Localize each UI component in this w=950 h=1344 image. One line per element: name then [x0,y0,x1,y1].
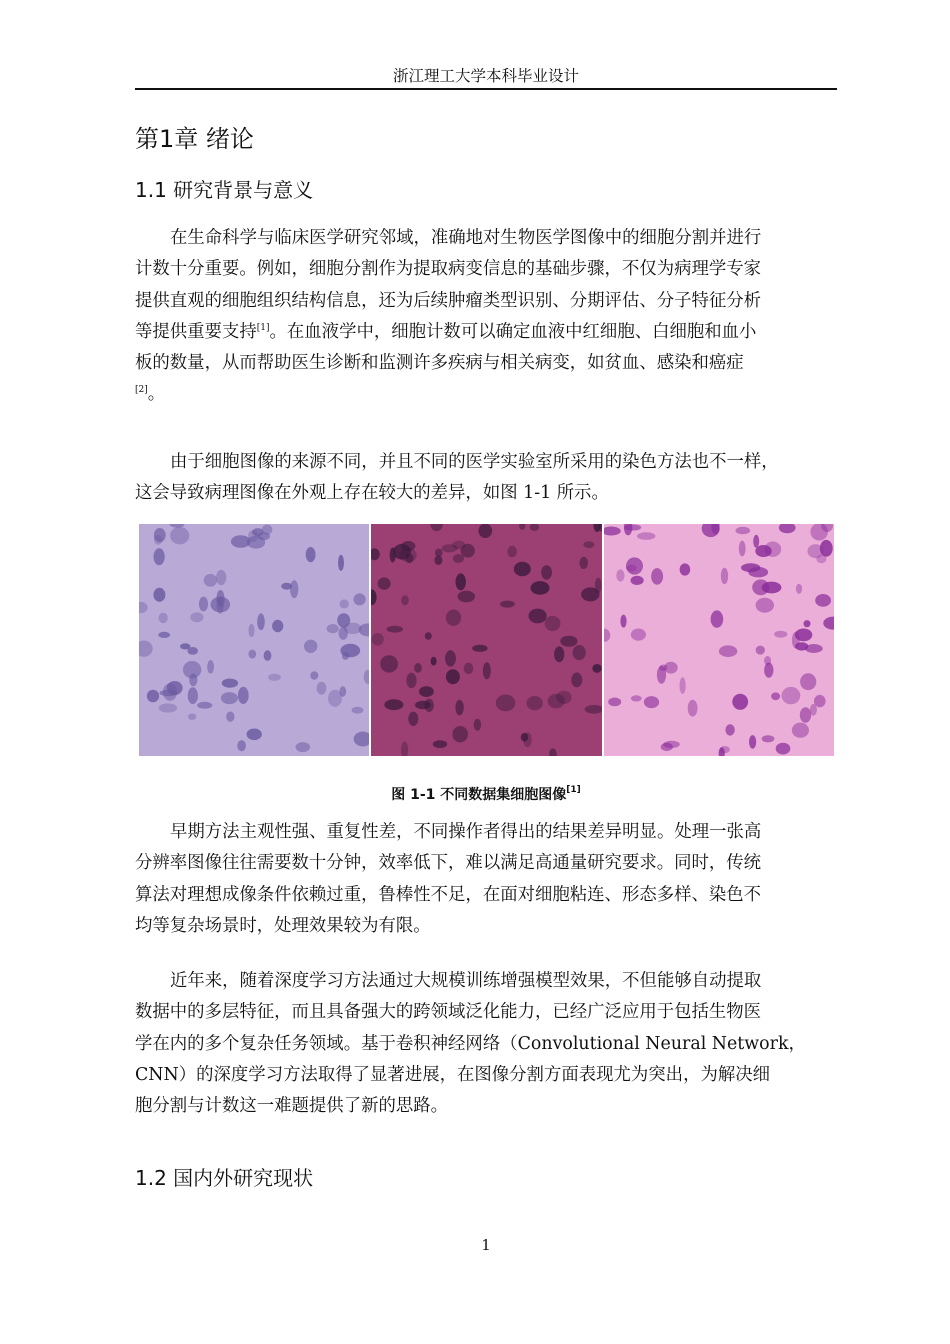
cell-nucleus [464,663,474,674]
cell-nucleus [159,703,178,712]
cell-nucleus [473,645,488,652]
cell-nucleus [456,573,466,590]
page-number: 1 [481,1236,491,1254]
cell-nucleus [154,535,163,545]
paragraph-line [135,379,837,410]
cell-nucleus [774,631,787,638]
cell-nucleus [771,692,780,700]
cell-nucleus [154,548,165,565]
citation-2: [2] [135,385,148,396]
cell-nucleus [720,568,727,584]
cell-nucleus [474,719,481,731]
cell-nucleus [572,673,583,688]
cell-nucleus [183,661,201,678]
cell-nucleus [748,567,768,577]
cell-nucleus [446,669,460,684]
cell-nucleus [483,662,491,679]
cell-image-pink [604,524,834,756]
cell-nucleus [800,673,816,690]
cell-nucleus [419,686,434,697]
cell-nucleus [400,548,417,562]
cell-nucleus [163,683,177,701]
cell-nucleus [796,584,802,594]
cell-nucleus [221,692,238,704]
cell-nucleus [735,527,750,535]
cell-nucleus [755,598,773,613]
cell-nucleus [338,555,344,571]
cell-nucleus [710,610,723,627]
cell-nucleus [296,742,311,752]
cell-nucleus [197,702,212,709]
cell-nucleus [310,671,318,680]
cell-nucleus [446,610,461,626]
cell-nucleus [479,524,493,538]
paragraph-3 [135,817,837,942]
cell-nucleus [226,712,234,722]
paragraph-line: 板的数量，从而帮助医生诊断和监测许多疾病与相关病变，如贫血、感染和癌症 [135,353,744,374]
cell-nucleus [651,568,663,585]
cell-nucleus [461,544,475,558]
cell-nucleus [764,656,771,665]
cell-image-purple-graphic [139,524,369,756]
cell-nucleus [631,695,642,701]
cell-nucleus [372,633,384,646]
cell-nucleus [340,599,349,608]
cell-nucleus [791,723,808,738]
cell-nucleus [378,577,391,589]
paragraph-line: CNN）的深度学习方法取得了显著进展，在图像分割方面表现尤为突出，为解决细 [135,1064,771,1085]
cell-nucleus [381,655,399,672]
cell-nucleus [749,735,756,749]
paragraph-line: 胞分割与计数这一难题提供了新的思路。 [135,1096,449,1117]
cell-nucleus [644,696,659,708]
cell-nucleus [247,729,262,741]
text-run: 。 [147,384,166,405]
cell-nucleus [268,674,281,681]
cell-nucleus [755,646,764,655]
cell-nucleus [719,645,737,657]
cell-nucleus [542,565,553,579]
cell-nucleus [204,574,217,587]
paragraph-line [135,317,837,348]
cell-nucleus [753,535,759,548]
cell-nucleus [317,682,327,695]
paragraph-2 [135,447,837,510]
cell-nucleus [435,555,443,565]
section-heading-1-1: 1.1 研究背景与意义 [135,178,314,202]
cell-nucleus [458,591,475,603]
paragraph-line: 数据中的多层特征，而且具备强大的跨领域泛化能力，已经广泛应用于包括生物医 [135,1002,762,1023]
cell-nucleus [170,527,189,545]
cell-nucleus [327,624,339,633]
cell-nucleus [593,664,602,673]
chapter-title: 第1章 绪论 [135,125,254,153]
cell-nucleus [554,646,564,662]
section-heading-1-2: 1.2 国内外研究现状 [135,1166,314,1190]
cell-nucleus [222,679,238,688]
cell-nucleus [545,616,561,631]
cell-nucleus [523,732,532,747]
cell-nucleus [328,690,342,707]
cell-nucleus [561,636,578,647]
cell-nucleus [810,704,817,716]
cell-nucleus [249,624,255,637]
paragraph-4 [135,966,837,1122]
cell-nucleus [814,695,826,707]
cell-nucleus [453,554,464,563]
cell-nucleus [153,588,165,602]
cell-image-magenta-graphic [371,524,601,756]
cell-nucleus [803,620,810,627]
cell-nucleus [630,576,643,585]
cell-nucleus [272,620,283,632]
paragraph-1 [135,223,837,411]
header-rule [135,88,837,90]
paragraph-line: 由于细胞图像的来源不同，并且不同的医学实验室所采用的染色方法也不一样， [170,452,779,472]
cell-nucleus [352,707,364,714]
cell-nucleus [679,677,685,694]
cell-nucleus [290,580,298,598]
cell-nucleus [725,724,734,735]
caption-citation: [1] [566,785,581,795]
citation-1: [1] [256,322,270,333]
cell-nucleus [442,544,458,552]
cell-nucleus [258,532,270,540]
cell-nucleus [158,632,170,638]
cell-nucleus [781,687,800,704]
cell-nucleus [657,666,666,684]
cell-nucleus [732,694,748,710]
cell-nucleus [531,581,550,595]
cell-nucleus [514,562,531,577]
cell-nucleus [608,698,621,707]
cell-nucleus [508,546,518,558]
cell-nucleus [719,746,729,753]
cell-nucleus [387,626,404,633]
cell-nucleus [738,541,745,557]
cell-nucleus [257,613,265,630]
cell-nucleus [820,540,833,557]
cell-nucleus [207,660,214,674]
cell-nucleus [342,652,349,660]
cell-nucleus [415,663,423,673]
cell-nucleus [188,714,196,720]
cell-image-pink-graphic [604,524,834,756]
cell-nucleus [431,657,437,666]
cell-nucleus [616,569,624,581]
figure-1-1 [139,524,834,756]
cell-nucleus [529,609,547,624]
cell-nucleus [595,578,602,593]
paragraph-line: 早期方法主观性强、重复性差，不同操作者得出的结果差异明显。处理一张高 [170,822,762,842]
cell-image-magenta [371,524,601,756]
cell-nucleus [237,740,246,751]
cell-nucleus [573,645,586,660]
cell-nucleus [548,694,565,708]
cell-nucleus [626,557,643,574]
cell-nucleus [211,597,231,613]
cell-nucleus [630,629,645,641]
cell-nucleus [445,650,456,666]
cell-nucleus [752,579,769,595]
cell-nucleus [764,542,781,557]
paragraph-line: 这会导致病理图像在外观上存在较大的差异，如图 1-1 所示。 [135,483,609,504]
cell-nucleus [409,712,419,726]
cell-nucleus [500,601,515,608]
caption-text: 图 1-1 不同数据集细胞图像 [391,787,567,803]
text-run: 等提供重要支持 [135,321,257,342]
cell-nucleus [402,595,410,605]
cell-nucleus [496,695,516,712]
cell-image-purple [139,524,369,756]
cell-nucleus [354,593,366,605]
cell-nucleus [620,615,626,628]
paragraph-line: 均等复杂场景时，处理效果较为有限。 [135,915,431,936]
cell-nucleus [453,726,469,742]
cell-nucleus [216,570,226,585]
cell-nucleus [407,673,417,689]
cell-nucleus [249,650,257,659]
cell-nucleus [415,701,431,709]
paragraph-line: 算法对理想成像条件依赖过重，鲁棒性不足，在面对细胞粘连、形态多样、染色不 [135,884,762,905]
cell-nucleus [190,612,203,622]
cell-nucleus [231,535,251,548]
cell-nucleus [385,699,404,710]
cell-nucleus [433,740,447,748]
cell-nucleus [199,597,208,612]
cell-nucleus [775,743,790,755]
cell-nucleus [799,707,810,722]
cell-nucleus [188,687,198,704]
paragraph-line: 计数十分重要。例如，细胞分割作为提取病变信息的基础步骤，不仅为病理学专家 [135,259,762,280]
paragraph-line: 近年来，随着深度学习方法通过大规模训练增强模型效果，不但能够自动提取 [170,971,762,991]
cell-nucleus [584,541,595,548]
cell-nucleus [660,743,672,751]
text-run: 。在血液学中，细胞计数可以确定血液中红细胞、白细胞和血小 [269,321,757,342]
paragraph-line: 学在内的多个复杂任务领域。基于卷积神经网络（Convolutional Neural Network， [135,1033,806,1054]
cell-nucleus [147,690,159,703]
tissue-background [139,524,369,756]
cell-nucleus [159,613,168,624]
cell-nucleus [180,643,190,649]
cell-nucleus [306,547,316,562]
cell-nucleus [679,563,690,575]
paragraph-line: 分辨率图像往往需要数十分钟，效率低下，难以满足高通量研究要求。同时，传统 [135,853,762,874]
cell-nucleus [687,700,697,717]
running-header: 浙江理工大学本科毕业设计 [392,67,579,85]
paragraph-line: 提供直观的细胞组织结构信息，还为后续肿瘤类型识别、分期评估、分子特征分析 [135,290,762,311]
cell-nucleus [795,642,808,650]
cell-nucleus [344,623,362,634]
cell-nucleus [527,696,543,710]
cell-nucleus [761,735,774,742]
cell-nucleus [580,557,589,569]
cell-nucleus [425,632,432,639]
paragraph-line: 在生命科学与临床医学研究邻域，准确地对生物医学图像中的细胞分割并进行 [170,228,762,248]
cell-nucleus [456,700,464,716]
cell-nucleus [304,640,317,653]
cell-nucleus [264,650,272,661]
cell-nucleus [815,594,831,607]
cell-nucleus [281,583,292,590]
figure-caption [135,784,837,804]
cell-nucleus [238,687,249,704]
cell-nucleus [637,532,655,540]
